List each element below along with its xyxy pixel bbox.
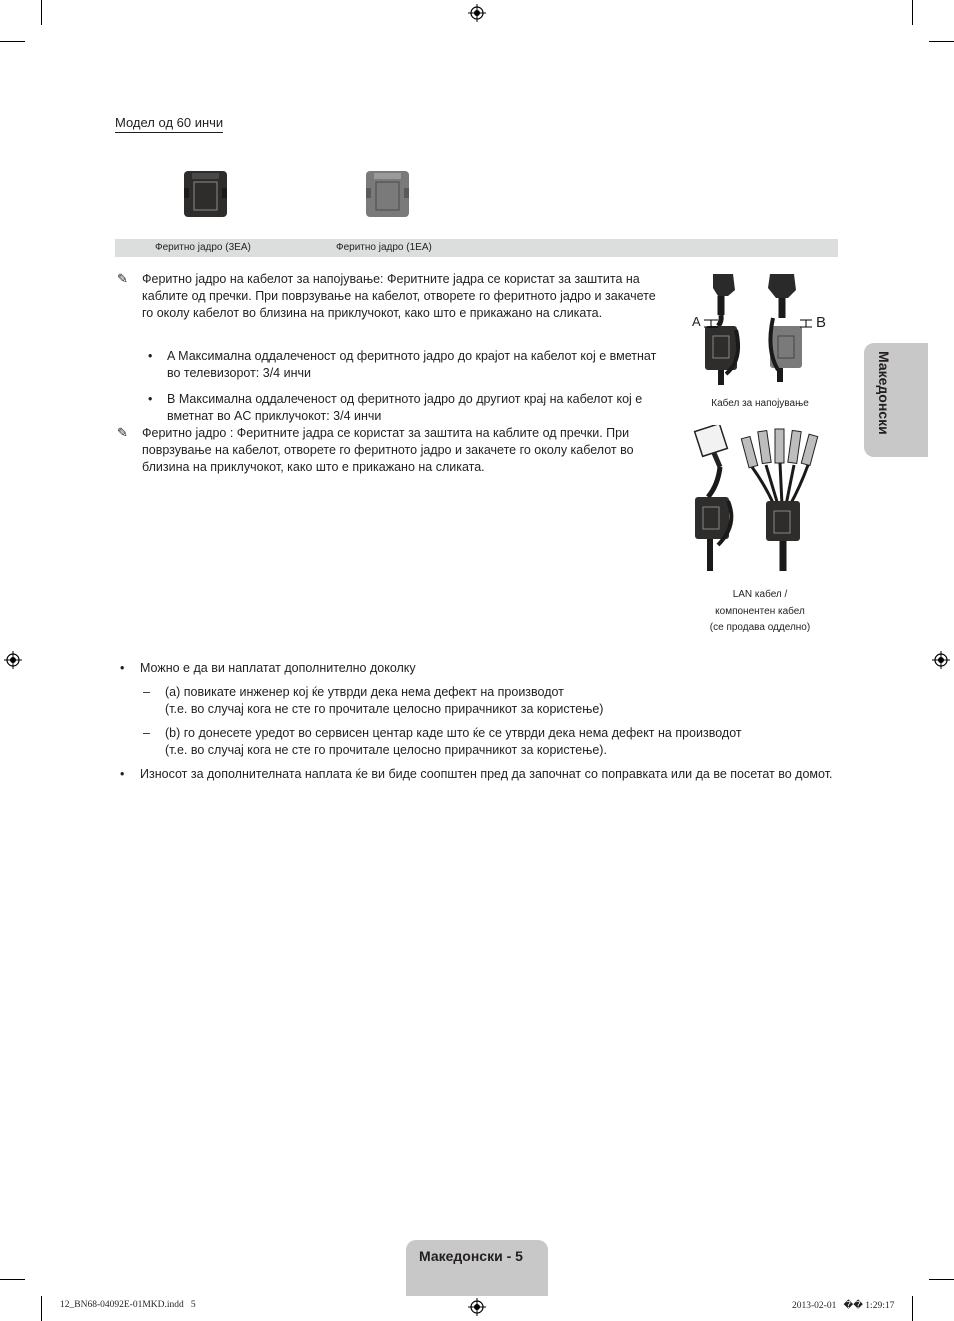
lan-caption-line-3: (се продава одделно) xyxy=(709,622,811,633)
crop-mark xyxy=(0,1279,25,1280)
lan-caption-line-1: LAN кабел / xyxy=(732,589,788,600)
bullet-a-letter: A xyxy=(167,349,175,363)
charge-b-line-1: (b) го донесете уредот во сервисен центар каде што ќе се утврди дека нема дефект на производот xyxy=(165,726,742,740)
power-cable-illustration xyxy=(688,270,833,385)
bullet-a-text: Максимална оддалеченост од феритното јадро до крајот на кабелот кој е вметнат во телевизорот: 3/4 инчи xyxy=(167,349,657,380)
footer-file-name: 12_BN68-04092E-01MKD.indd 5 xyxy=(60,1300,196,1310)
power-cable-note: Феритно јадро на кабелот за напојување: Феритните јадра се користат за заштита на каблите од пречки. При поврзување на кабелот, отворете го феритното јадро и закачете го околу кабелот во близина на приклучокот, како што е прикажано на сликата. xyxy=(142,272,656,320)
crop-mark xyxy=(912,0,913,25)
charge-a-line-2: (т.е. во случај кога не сте го прочитале целосно прирачникот за користење) xyxy=(165,702,604,716)
language-side-tab-label: Македонски xyxy=(876,351,892,435)
lan-cable-caption xyxy=(690,587,830,637)
label-a: A xyxy=(692,314,701,329)
bullet-b-item xyxy=(167,391,662,425)
ferrite-3ea-label: Феритно јадро (3EA) xyxy=(155,242,251,253)
lan-caption-line-2: компонентен кабел xyxy=(715,605,805,617)
registration-mark-icon xyxy=(4,651,22,669)
label-b: B xyxy=(816,314,827,331)
charge-b-line-2: (т.е. во случај кога не сте го прочитале целосно прирачникот за користење). xyxy=(165,743,607,757)
registration-mark-icon xyxy=(932,651,950,669)
crop-mark xyxy=(929,41,954,42)
note-icon: ✎ xyxy=(117,425,128,440)
registration-mark-icon xyxy=(468,1298,486,1316)
power-cable-caption: Кабел за напојување xyxy=(711,398,809,409)
ferrite-core-1ea-icon xyxy=(365,170,410,218)
page-number-tab xyxy=(406,1240,548,1296)
registration-mark-icon xyxy=(468,4,486,22)
charges-amount: Износот за дополнителната наплата ќе ви биде соопштен пред да започнат со поправката или да ве посетат во домот. xyxy=(140,767,833,781)
crop-mark xyxy=(912,1296,913,1321)
dash: – xyxy=(143,726,150,740)
language-side-tab xyxy=(864,343,928,457)
crop-mark xyxy=(0,41,25,42)
page-number-label: Македонски - 5 xyxy=(419,1248,523,1264)
bullet-a-item xyxy=(167,348,662,382)
ferrite-label-bar xyxy=(115,239,838,257)
dash: – xyxy=(143,685,150,699)
bullet-dot: • xyxy=(148,349,153,363)
crop-mark xyxy=(929,1279,954,1280)
lan-component-cable-illustration xyxy=(690,425,830,573)
charges-intro: Можно е да ви наплатат дополнително доколку xyxy=(140,661,416,675)
bullet-dot: • xyxy=(120,661,125,675)
bullet-b-letter: B xyxy=(167,392,176,406)
bullet-b-text: Максимална оддалеченост од феритното јадро до другиот крај на кабелот кој е вметнат во AC приклучокот: 3/4 инчи xyxy=(167,392,643,423)
footer-datetime: 2013-02-01 �� 1:29:17 xyxy=(792,1301,895,1311)
ferrite-core-3ea-icon xyxy=(183,170,228,218)
crop-mark xyxy=(41,0,42,25)
ferrite-core-note: Феритно јадро : Феритните јадра се користат за заштита на каблите од пречки. При поврзување на кабелот, отворете го феритното јадро и закачете го околу кабелот во близина на приклучокот, како што е прикажано на сликата. xyxy=(142,426,634,474)
bullet-dot: • xyxy=(148,392,153,406)
crop-mark xyxy=(41,1296,42,1321)
note-icon: ✎ xyxy=(117,271,128,286)
model-title: Модел од 60 инчи xyxy=(115,115,223,133)
ferrite-1ea-label: Феритно јадро (1EA) xyxy=(336,242,432,253)
bullet-dot: • xyxy=(120,767,125,781)
charge-a-line-1: (a) повикате инженер кој ќе утврди дека нема дефект на производот xyxy=(165,685,564,699)
